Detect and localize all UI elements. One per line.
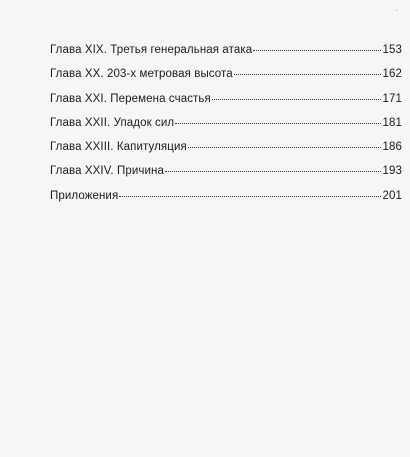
- toc-entry-page: 193: [382, 165, 402, 178]
- toc-dot-leader: [188, 147, 381, 148]
- toc-entry-page: 162: [382, 68, 402, 81]
- toc-entry-title: Приложения: [50, 189, 119, 202]
- toc-entry-page: 181: [382, 116, 402, 129]
- toc-dot-leader: [119, 196, 380, 197]
- toc-entry-title: Глава XXII. Упадок сил: [50, 116, 175, 129]
- toc-entry-title: Глава XXIV. Причина: [50, 165, 164, 178]
- toc-entry: [50, 190, 402, 214]
- toc-entry-page: 153: [382, 44, 402, 56]
- toc-dot-leader: [234, 74, 381, 75]
- toc-entry-title: Глава XXIII. Капитуляция: [50, 141, 187, 154]
- toc-entry: [50, 44, 402, 68]
- toc-entry-page: 186: [382, 141, 402, 154]
- toc-entry-page: 201: [382, 189, 402, 202]
- toc-entry: [50, 93, 402, 117]
- toc-entry-title: Глава XXI. Перемена счастья: [50, 92, 211, 105]
- page-mark: ': [396, 10, 398, 16]
- toc-entry: [50, 68, 402, 92]
- toc-entry-title: Глава XX. 203-х метровая высота: [50, 68, 233, 81]
- toc-entry-title: Глава XIX. Третья генеральная атака: [50, 44, 253, 56]
- toc-entry: [50, 117, 402, 141]
- toc-entry: [50, 165, 402, 189]
- toc-dot-leader: [212, 99, 381, 100]
- toc-dot-leader: [253, 50, 380, 51]
- toc-entry-page: 171: [382, 92, 402, 105]
- toc-dot-leader: [165, 171, 381, 172]
- toc-dot-leader: [175, 123, 380, 124]
- toc-entry: [50, 141, 402, 165]
- table-of-contents: [50, 44, 402, 214]
